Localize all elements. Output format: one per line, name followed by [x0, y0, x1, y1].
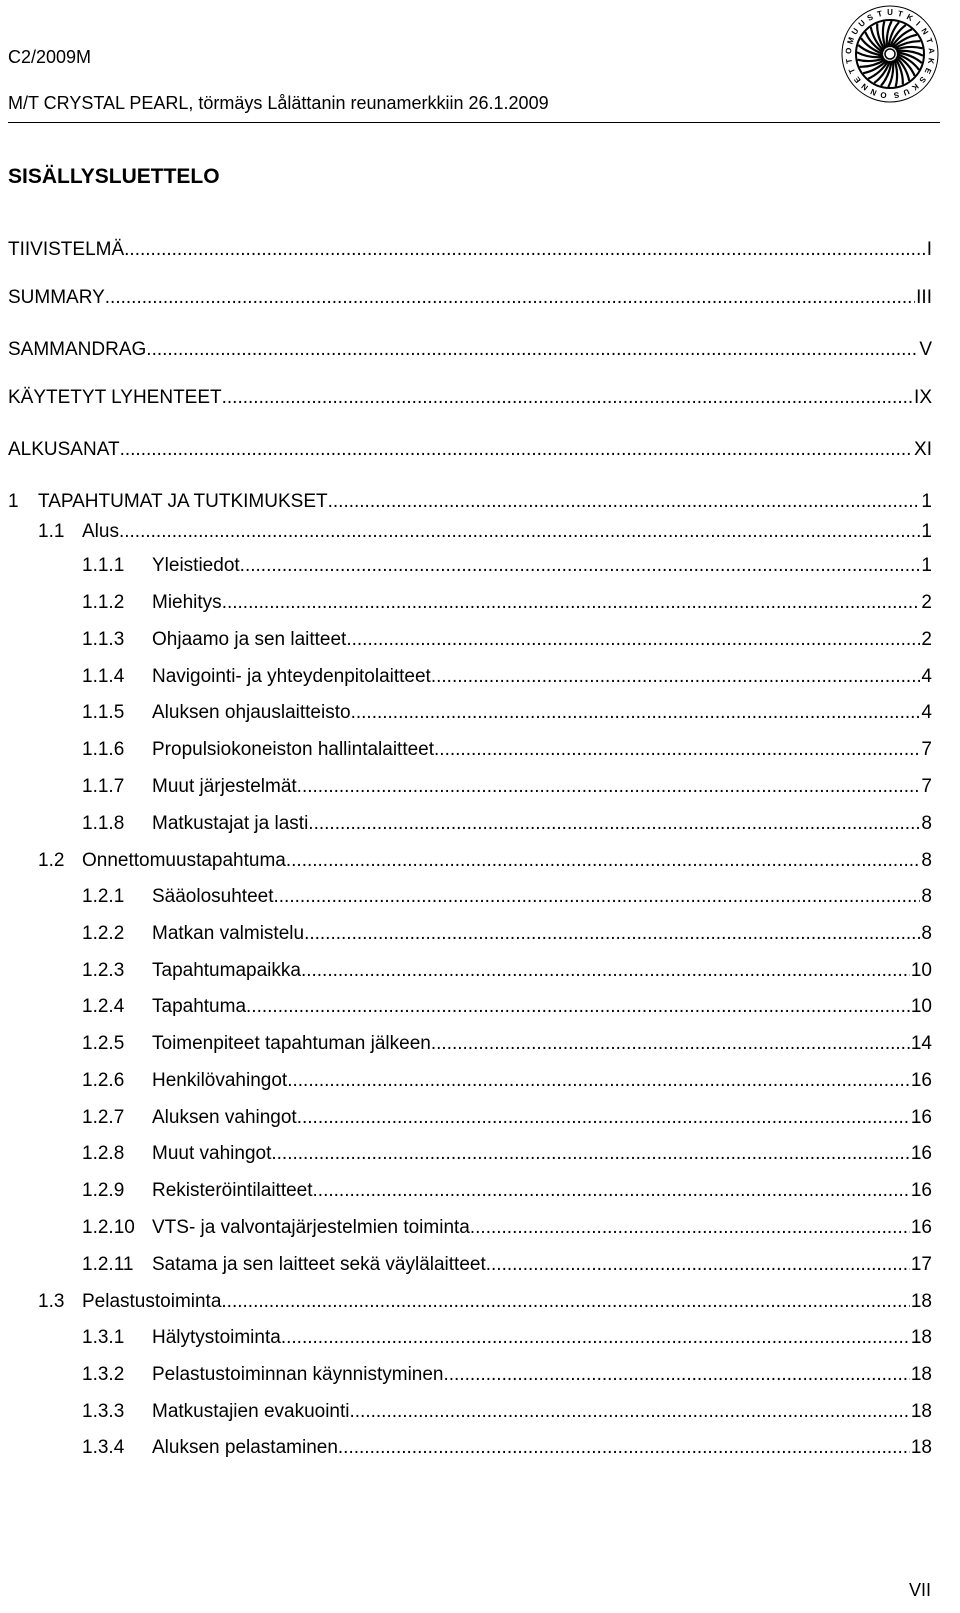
toc-leader-dots: [120, 436, 913, 464]
toc-entry-title: Tapahtuma: [152, 996, 247, 1017]
svg-text:T: T: [896, 8, 904, 19]
toc-leader-dots: [351, 699, 921, 727]
toc-entry-title: Muut vahingot: [152, 1143, 272, 1164]
toc-entry[interactable]: [8, 384, 932, 412]
toc-entry-page: 2: [921, 592, 932, 613]
toc-entry-title: VTS- ja valvontajärjestelmien toiminta: [152, 1217, 470, 1238]
toc-leader-dots: [431, 1030, 910, 1058]
toc-entry-number: 1.3.3: [82, 1401, 125, 1422]
toc-entry[interactable]: [8, 436, 932, 464]
svg-text:U: U: [849, 26, 861, 37]
svg-text:I: I: [914, 19, 922, 28]
toc-entry-page: 18: [910, 1327, 932, 1348]
toc-entry-number: 1.1.8: [82, 813, 125, 834]
toc-entry[interactable]: [82, 699, 932, 727]
toc-entry-page: 16: [910, 1107, 932, 1128]
toc-leader-dots: [297, 1104, 910, 1132]
toc-entry-title: SUMMARY: [8, 287, 105, 308]
svg-text:S: S: [917, 74, 928, 85]
toc-entry-page: 18: [910, 1291, 932, 1312]
toc-entry[interactable]: [38, 1288, 932, 1316]
toc-entry-title: ALKUSANAT: [8, 439, 120, 460]
svg-text:E: E: [922, 66, 934, 76]
toc-entry-number: 1.3.1: [82, 1327, 125, 1348]
toc-entry-page: IX: [914, 387, 932, 408]
toc-entry-number: 1.2.3: [82, 960, 125, 981]
svg-text:T: T: [924, 36, 935, 45]
toc-entry-title: KÄYTETYT LYHENTEET: [8, 387, 222, 408]
toc-entry-page: 16: [910, 1143, 932, 1164]
toc-entry[interactable]: [82, 1251, 932, 1279]
toc-leader-dots: [338, 1434, 910, 1462]
toc-leader-dots: [281, 1324, 910, 1352]
svg-text:M: M: [845, 36, 857, 46]
toc-entry-title: Muut järjestelmät: [152, 776, 297, 797]
toc-title: SISÄLLYSLUETTELO: [8, 165, 220, 188]
toc-entry-title: Rekisteröintilaitteet: [152, 1180, 313, 1201]
toc-entry-page: 1: [921, 491, 932, 512]
toc-entry[interactable]: [82, 1030, 932, 1058]
toc-entry-title: Onnettomuustapahtuma: [82, 850, 286, 871]
toc-entry[interactable]: [82, 810, 932, 838]
toc-entry-number: 1.2.7: [82, 1107, 125, 1128]
toc-entry-title: Miehitys: [152, 592, 222, 613]
toc-entry-page: 1: [921, 555, 932, 576]
toc-entry-number: 1.1.5: [82, 702, 125, 723]
toc-entry-page: 16: [910, 1070, 932, 1091]
toc-entry-number: 1.1.7: [82, 776, 125, 797]
toc-entry-page: 18: [910, 1437, 932, 1458]
toc-entry-number: 1.2.4: [82, 996, 125, 1017]
svg-text:S: S: [865, 12, 875, 23]
footer-page-number: VII: [909, 1580, 932, 1600]
toc-entry[interactable]: [8, 284, 932, 312]
toc-entry[interactable]: [82, 1324, 932, 1352]
svg-text:K: K: [905, 12, 915, 23]
toc-leader-dots: [286, 847, 921, 875]
toc-entry-title: TIIVISTELMÄ: [8, 239, 125, 260]
svg-text:N: N: [869, 86, 879, 98]
toc-entry-page: 2: [921, 629, 932, 650]
toc-entry-page: III: [916, 287, 932, 308]
toc-entry-title: Yleistiedot: [152, 555, 240, 576]
toc-leader-dots: [152, 336, 919, 364]
toc-entry[interactable]: [38, 847, 932, 875]
svg-text:T: T: [844, 57, 855, 65]
svg-text:O: O: [879, 89, 888, 100]
toc-leader-dots: [304, 920, 920, 948]
toc-entry-title: Aluksen vahingot: [152, 1107, 297, 1128]
toc-entry-title: Sääolosuhteet: [152, 886, 274, 907]
onnettomuustutkintakeskus-logo: [838, 2, 942, 106]
toc-entry-title: Matkustajat ja lasti: [152, 813, 309, 834]
toc-leader-dots: [486, 1251, 910, 1279]
toc-entry-page: 7: [921, 739, 932, 760]
toc-entry[interactable]: [82, 626, 932, 654]
toc-entry-page: 7: [921, 776, 932, 797]
toc-entry-title: Pelastustoiminnan käynnistyminen: [152, 1364, 444, 1385]
toc-entry-page: 1: [921, 521, 932, 542]
toc-entry-number: 1.2.8: [82, 1143, 125, 1164]
svg-text:K: K: [910, 81, 921, 93]
svg-text:S: S: [893, 90, 900, 100]
svg-text:E: E: [852, 74, 863, 85]
toc-entry-title: Hälytystoiminta: [152, 1327, 281, 1348]
toc-entry-title: Ohjaamo ja sen laitteet: [152, 629, 347, 650]
toc-leader-dots: [346, 626, 920, 654]
toc-entry-page: XI: [914, 439, 932, 460]
toc-leader-dots: [240, 552, 921, 580]
toc-entry-number: 1.2: [38, 850, 65, 871]
toc-entry-page: 17: [910, 1254, 932, 1275]
toc-entry[interactable]: [8, 236, 932, 264]
toc-leader-dots: [308, 810, 920, 838]
toc-entry-number: 1.1.4: [82, 666, 125, 687]
toc-entry[interactable]: [82, 589, 932, 617]
toc-leader-dots: [470, 1214, 910, 1242]
svg-text:K: K: [925, 57, 936, 65]
toc-entry[interactable]: [82, 736, 932, 764]
toc-leader-dots: [274, 883, 921, 911]
toc-entry-title: TAPAHTUMAT JA TUTKIMUKSET: [38, 491, 328, 512]
toc-entry-number: 1.2.9: [82, 1180, 125, 1201]
header-doc-id: C2/2009M: [8, 47, 92, 67]
toc-entry-page: 10: [910, 960, 932, 981]
toc-entry-page: V: [919, 339, 932, 360]
toc-entry[interactable]: [82, 993, 932, 1021]
toc-entry[interactable]: [38, 518, 932, 546]
toc-entry[interactable]: [82, 883, 932, 911]
toc-entry[interactable]: [82, 1067, 932, 1095]
toc-entry-title: SAMMANDRAG.: [8, 339, 152, 360]
svg-text:T: T: [876, 8, 884, 19]
toc-entry[interactable]: [8, 488, 932, 516]
toc-entry[interactable]: [82, 773, 932, 801]
toc-entry[interactable]: [82, 1104, 932, 1132]
toc-entry-number: 1.2.1: [82, 886, 125, 907]
toc-entry[interactable]: [8, 336, 932, 364]
toc-entry-number: 1.1: [38, 521, 65, 542]
toc-entry-page: 18: [910, 1364, 932, 1385]
toc-entry-page: 16: [910, 1180, 932, 1201]
header-rule: [8, 122, 940, 123]
toc-leader-dots: [287, 1067, 910, 1095]
toc-entry-title: Tapahtumapaikka: [152, 960, 301, 981]
toc-leader-dots: [434, 736, 920, 764]
toc-entry-page: 8: [921, 923, 932, 944]
toc-leader-dots: [328, 488, 921, 516]
toc-entry-page: 4: [921, 702, 932, 723]
toc-entry[interactable]: [82, 1398, 932, 1426]
toc-leader-dots: [350, 1398, 910, 1426]
toc-entry-page: 18: [910, 1401, 932, 1422]
toc-entry[interactable]: [82, 1214, 932, 1242]
toc-leader-dots: [444, 1361, 910, 1389]
toc-entry-page: 16: [910, 1217, 932, 1238]
toc-entry-page: 10: [910, 996, 932, 1017]
toc-entry[interactable]: [82, 1434, 932, 1462]
svg-text:A: A: [926, 47, 937, 55]
toc-entry-number: 1.3.4: [82, 1437, 125, 1458]
toc-leader-dots: [124, 236, 926, 264]
toc-entry-number: 1.1.2: [82, 592, 125, 613]
toc-entry-page: 4: [921, 666, 932, 687]
toc-leader-dots: [313, 1177, 910, 1205]
toc-entry-number: 1.2.5: [82, 1033, 125, 1054]
svg-text:O: O: [843, 47, 854, 55]
toc-leader-dots: [105, 284, 915, 312]
toc-leader-dots: [222, 589, 921, 617]
toc-leader-dots: [119, 518, 920, 546]
toc-entry-number: 1.2.11: [82, 1254, 134, 1275]
toc-leader-dots: [431, 663, 921, 691]
toc-entry-page: I: [926, 239, 932, 260]
toc-leader-dots: [222, 384, 913, 412]
toc-entry-number: 1.3: [38, 1291, 65, 1312]
svg-text:N: N: [859, 81, 870, 93]
toc-entry-title: Aluksen pelastaminen: [152, 1437, 338, 1458]
toc-entry-number: 1.3.2: [82, 1364, 125, 1385]
toc-entry-title: Aluksen ohjauslaitteisto: [152, 702, 351, 723]
svg-text:N: N: [919, 26, 931, 37]
toc-entry-number: 1.1.1: [82, 555, 125, 576]
toc-entry-number: 1: [8, 491, 19, 512]
toc-leader-dots: [221, 1288, 909, 1316]
toc-entry[interactable]: [82, 552, 932, 580]
toc-entry-page: 8: [921, 813, 932, 834]
toc-entry-title: Alus: [82, 521, 119, 542]
toc-entry-page: 14: [910, 1033, 932, 1054]
toc-entry-title: Matkan valmistelu: [152, 923, 305, 944]
svg-text:U: U: [901, 86, 911, 98]
toc-leader-dots: [246, 993, 910, 1021]
toc-leader-dots: [271, 1140, 910, 1168]
toc-entry[interactable]: [82, 1140, 932, 1168]
toc-entry[interactable]: [82, 663, 932, 691]
header-subtitle: M/T CRYSTAL PEARL, törmäys Lålättanin reunamerkkiin 26.1.2009: [8, 93, 549, 113]
toc-entry-title: Propulsiokoneiston hallintalaitteet: [152, 739, 435, 760]
toc-leader-dots: [297, 773, 921, 801]
toc-entry-title: Navigointi- ja yhteydenpitolaitteet: [152, 666, 431, 687]
toc-entry-title: Pelastustoiminta: [82, 1291, 222, 1312]
toc-entry-number: 1.1.3: [82, 629, 125, 650]
toc-entry-title: Matkustajien evakuointi: [152, 1401, 350, 1422]
toc-entry-title: Henkilövahingot: [152, 1070, 288, 1091]
toc-entry[interactable]: [82, 1177, 932, 1205]
toc-entry[interactable]: [82, 1361, 932, 1389]
toc-entry-number: 1.2.2: [82, 923, 125, 944]
toc-entry[interactable]: [82, 957, 932, 985]
toc-entry-number: 1.1.6: [82, 739, 125, 760]
svg-text:U: U: [887, 8, 893, 18]
toc-entry[interactable]: [82, 920, 932, 948]
toc-entry-page: 8: [921, 850, 932, 871]
toc-leader-dots: [301, 957, 910, 985]
toc-entry-title: Satama ja sen laitteet sekä väylälaitteet: [152, 1254, 486, 1275]
toc-entry-number: 1.2.10: [82, 1217, 135, 1238]
toc-entry-page: 8: [921, 886, 932, 907]
svg-text:T: T: [847, 66, 858, 75]
toc-entry-number: 1.2.6: [82, 1070, 125, 1091]
toc-entry-title: Toimenpiteet tapahtuman jälkeen: [152, 1033, 431, 1054]
svg-text:U: U: [856, 18, 868, 29]
